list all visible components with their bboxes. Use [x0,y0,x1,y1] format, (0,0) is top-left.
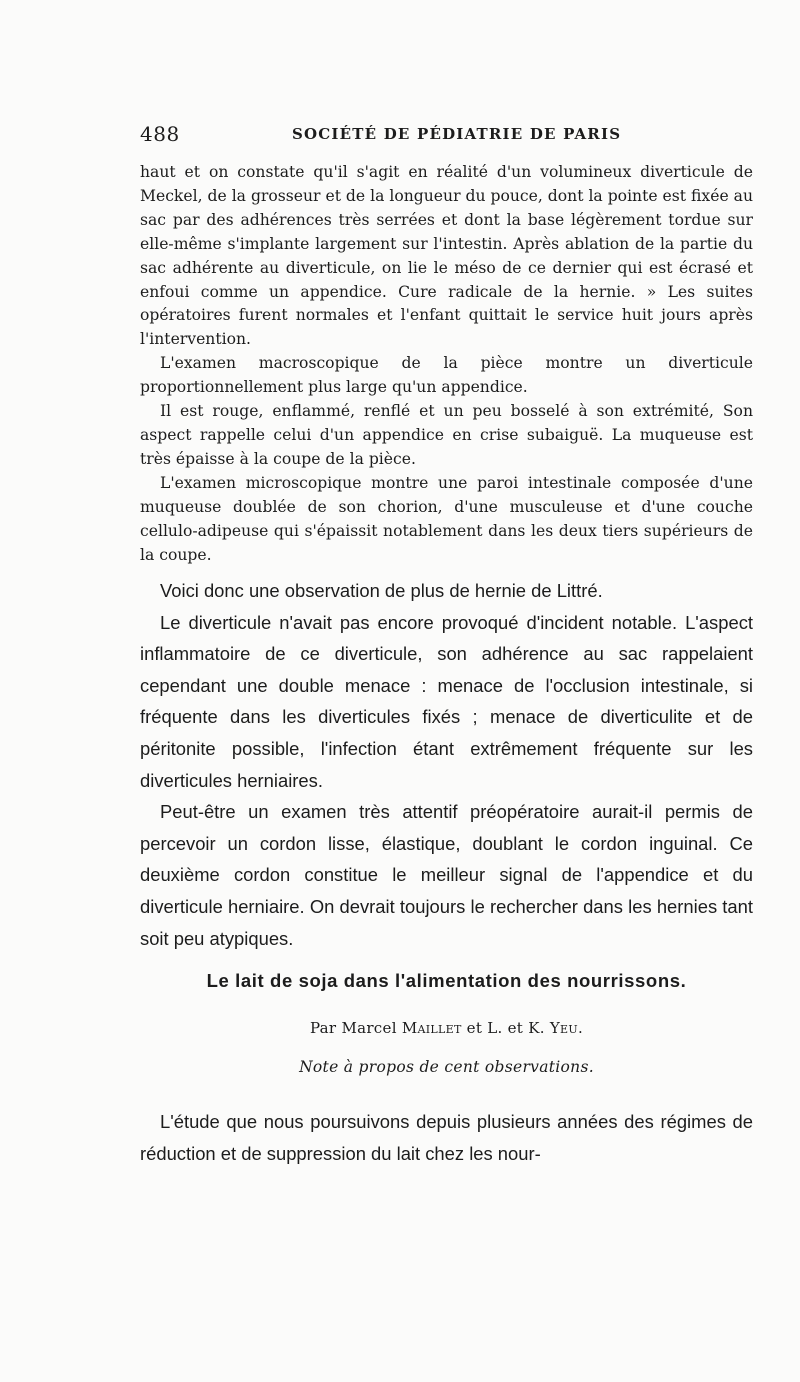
authors-suffix: . [577,1019,584,1037]
authors-middle: et L. et K. [461,1019,550,1037]
paragraph: L'étude que nous poursuivons depuis plusieurs années des régimes de réduction et de suppression du lait chez les nour- [140,1111,753,1164]
article-subtitle: Note à propos de cent observations. [299,1058,594,1076]
article-body [140,1106,753,1169]
article-authors [140,1019,753,1037]
page-header [140,122,752,148]
paragraph: Peut-être un examen très attentif préopératoire aurait-il permis de percevoir un cordon lisse, élastique, doublant le cordon inguinal. Ce deuxième cordon constitue le meilleur signal de l'appendice et du diverticule herniaire. On devrait toujours le rechercher dans les hernies tant soit peu atypiques. [140,801,753,949]
author-name: Yeu [549,1019,578,1037]
case-report-small-print [140,161,753,567]
author-name: Maillet [401,1019,462,1037]
article-title: Le lait de soja dans l'alimentation des nourrissons. [206,970,687,991]
paragraph: L'examen microscopique montre une paroi intestinale composée d'une muqueuse doublée de son chorion, d'une musculeuse et d'une couche cellulo-adipeuse qui s'épaissit notablement dans les deux tiers supérieurs de la coupe. [140,473,753,564]
authors-prefix: Par Marcel [309,1019,402,1037]
running-head: SOCIÉTÉ DE PÉDIATRIE DE PARIS [292,125,622,143]
paragraph: Le diverticule n'avait pas encore provoqué d'incident notable. L'aspect inflammatoire de ce diverticule, son adhérence au sac rappelaient cependant une double menace : menace de l'occlusion intestinale, si fréquente dans les diverticules fixés ; menace de diverticulite et de péritonite possible, l'infection étant extrêmement fréquente sur les diverticules herniaires. [140,611,753,791]
paragraph: L'examen macroscopique de la pièce montre un diverticule proportionnellement plus large qu'un appendice. [140,354,753,397]
page-number: 488 [140,122,180,146]
paragraph: Voici donc une observation de plus de hernie de Littré. [160,580,603,601]
paragraph: haut et on constate qu'il s'agit en réalité d'un volumineux diverticule de Meckel, de la grosseur et de la longueur du pouce, dont la pointe est fixée au sac par des adhérences très serrées et dont la base légèrement tordue sur elle-même s'implante largement sur l'intestin. Après ablation de la partie du sac adhérente au diverticule, on lie le méso de ce dernier qui est écrasé et enfoui comme un appendice. Cure radicale de la hernie. » Les suites opératoires furent normales et l'enfant quittait le service huit jours après l'intervention. [140,163,753,349]
discussion-text [140,575,753,954]
paragraph: Il est rouge, enflammé, renflé et un peu bosselé à son extrémité, Son aspect rappelle celui d'un appendice en crise subaiguë. La muqueuse est très épaisse à la coupe de la pièce. [140,402,753,468]
